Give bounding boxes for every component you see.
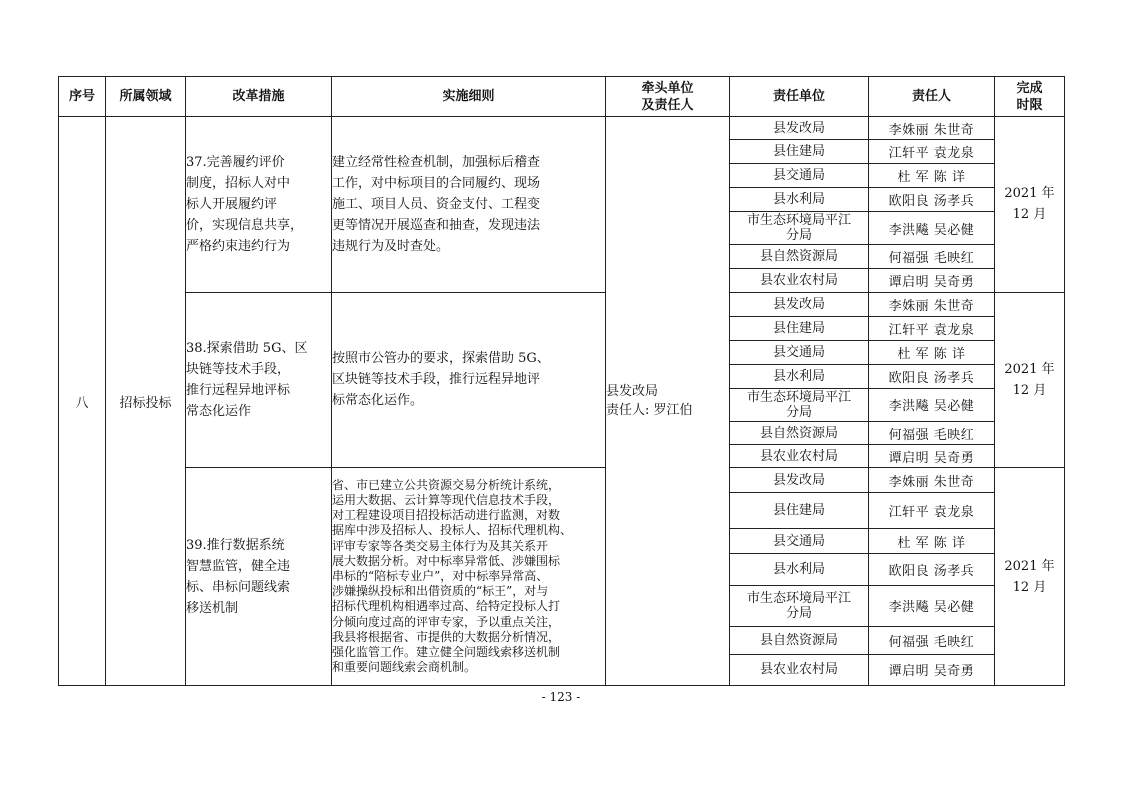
person-cell: 欧阳良 汤孝兵 <box>869 554 995 585</box>
person-cell: 杜 军 陈 详 <box>869 164 995 188</box>
unit-cell: 县水利局 <box>730 188 869 212</box>
unit-cell: 县交通局 <box>730 164 869 188</box>
table-row <box>59 117 1065 140</box>
reform-measures-table <box>58 76 1065 686</box>
header-details: 实施细则 <box>332 77 606 117</box>
header-person: 责任人 <box>869 77 995 117</box>
header-unit: 责任单位 <box>730 77 869 117</box>
deadline-cell-37: 2021 年 12 月 <box>995 117 1065 293</box>
person-cell: 李洪飚 吴必健 <box>869 212 995 245</box>
person-cell: 江轩平 袁龙泉 <box>869 140 995 164</box>
unit-cell: 市生态环境局平江 分局 <box>730 388 869 421</box>
unit-cell: 县发改局 <box>730 292 869 316</box>
unit-cell: 县发改局 <box>730 117 869 140</box>
person-cell: 谭启明 吴奇勇 <box>869 268 995 292</box>
measure-cell-38: 38.探索借助 5G、区 块链等技术手段， 推行远程异地评标 常态化运作 <box>186 292 332 468</box>
person-cell: 江轩平 袁龙泉 <box>869 493 995 529</box>
person-cell: 何福强 毛映红 <box>869 245 995 268</box>
deadline-cell-38: 2021 年 12 月 <box>995 292 1065 468</box>
header-deadline: 完成 时限 <box>995 77 1065 117</box>
person-cell: 李洪飚 吴必健 <box>869 585 995 626</box>
person-cell: 谭启明 吴奇勇 <box>869 654 995 685</box>
unit-cell: 县农业农村局 <box>730 654 869 685</box>
unit-cell: 市生态环境局平江 分局 <box>730 585 869 626</box>
unit-cell: 县农业农村局 <box>730 445 869 468</box>
unit-cell: 县农业农村局 <box>730 268 869 292</box>
person-cell: 江轩平 袁龙泉 <box>869 316 995 340</box>
measure-cell-39: 39.推行数据系统 智慧监管，健全违 标、串标问题线索 移送机制 <box>186 468 332 686</box>
unit-cell: 县交通局 <box>730 340 869 364</box>
unit-cell: 县交通局 <box>730 529 869 554</box>
lead-unit-cell: 县发改局 责任人: 罗江伯 <box>606 117 730 686</box>
unit-cell: 县发改局 <box>730 468 869 493</box>
unit-cell: 县自然资源局 <box>730 626 869 654</box>
table-header-row <box>59 77 1065 117</box>
details-cell-37: 建立经常性检查机制，加强标后稽查 工作，对中标项目的合同履约、现场 施工、项目人员、资金支付、工程变 更等情况开展巡查和抽查，发现违法 违规行为及时查处。 <box>332 117 606 293</box>
unit-cell: 县水利局 <box>730 364 869 388</box>
person-cell: 欧阳良 汤孝兵 <box>869 188 995 212</box>
person-cell: 杜 军 陈 详 <box>869 529 995 554</box>
unit-cell: 县自然资源局 <box>730 422 869 445</box>
header-lead: 牵头单位 及责任人 <box>606 77 730 117</box>
person-cell: 杜 军 陈 详 <box>869 340 995 364</box>
details-cell-38: 按照市公管办的要求，探索借助 5G、 区块链等技术手段，推行远程异地评 标常态化运作。 <box>332 292 606 468</box>
person-cell: 李姝丽 朱世奇 <box>869 468 995 493</box>
person-cell: 李洪飚 吴必健 <box>869 388 995 421</box>
header-domain: 所属领域 <box>106 77 186 117</box>
table-row <box>59 292 1065 316</box>
person-cell: 何福强 毛映红 <box>869 626 995 654</box>
page-number: - 123 - <box>541 690 581 704</box>
unit-cell: 市生态环境局平江 分局 <box>730 212 869 245</box>
unit-cell: 县住建局 <box>730 316 869 340</box>
unit-cell: 县自然资源局 <box>730 245 869 268</box>
person-cell: 欧阳良 汤孝兵 <box>869 364 995 388</box>
details-cell-39: 省、市已建立公共资源交易分析统计系统， 运用大数据、云计算等现代信息技术手段， 对工程建设项目招投标活动进行监测，对数 据库中涉及招标人、投标人、招标代理机构、 评审专家等各类交易主体行为及其关系开 展大数据分析。对中标率异常低、涉嫌围标 串标的“陪标专业户”，对中标率异常高、 涉嫌操纵投标和出借资质的“标王”，对与 招标代理机构相遇率过高、给特定投标人打 分倾向度过高的评审专家，予以重点关注， 我县将根据省、市提供的大数据分析情况， 强化监管工作。建立健全问题线索移送机制 和重要问题线索会商机制。 <box>332 468 606 686</box>
person-cell: 何福强 毛映红 <box>869 422 995 445</box>
domain-cell: 招标投标 <box>106 117 186 686</box>
seq-cell: 八 <box>59 117 106 686</box>
unit-cell: 县住建局 <box>730 493 869 529</box>
deadline-cell-39: 2021 年 12 月 <box>995 468 1065 686</box>
person-cell: 李姝丽 朱世奇 <box>869 292 995 316</box>
unit-cell: 县水利局 <box>730 554 869 585</box>
unit-cell: 县住建局 <box>730 140 869 164</box>
header-measure: 改革措施 <box>186 77 332 117</box>
person-cell: 谭启明 吴奇勇 <box>869 445 995 468</box>
measure-cell-37: 37.完善履约评价 制度，招标人对中 标人开展履约评 价，实现信息共享， 严格约束违约行为 <box>186 117 332 293</box>
person-cell: 李姝丽 朱世奇 <box>869 117 995 140</box>
header-seq: 序号 <box>59 77 106 117</box>
table-row <box>59 468 1065 493</box>
